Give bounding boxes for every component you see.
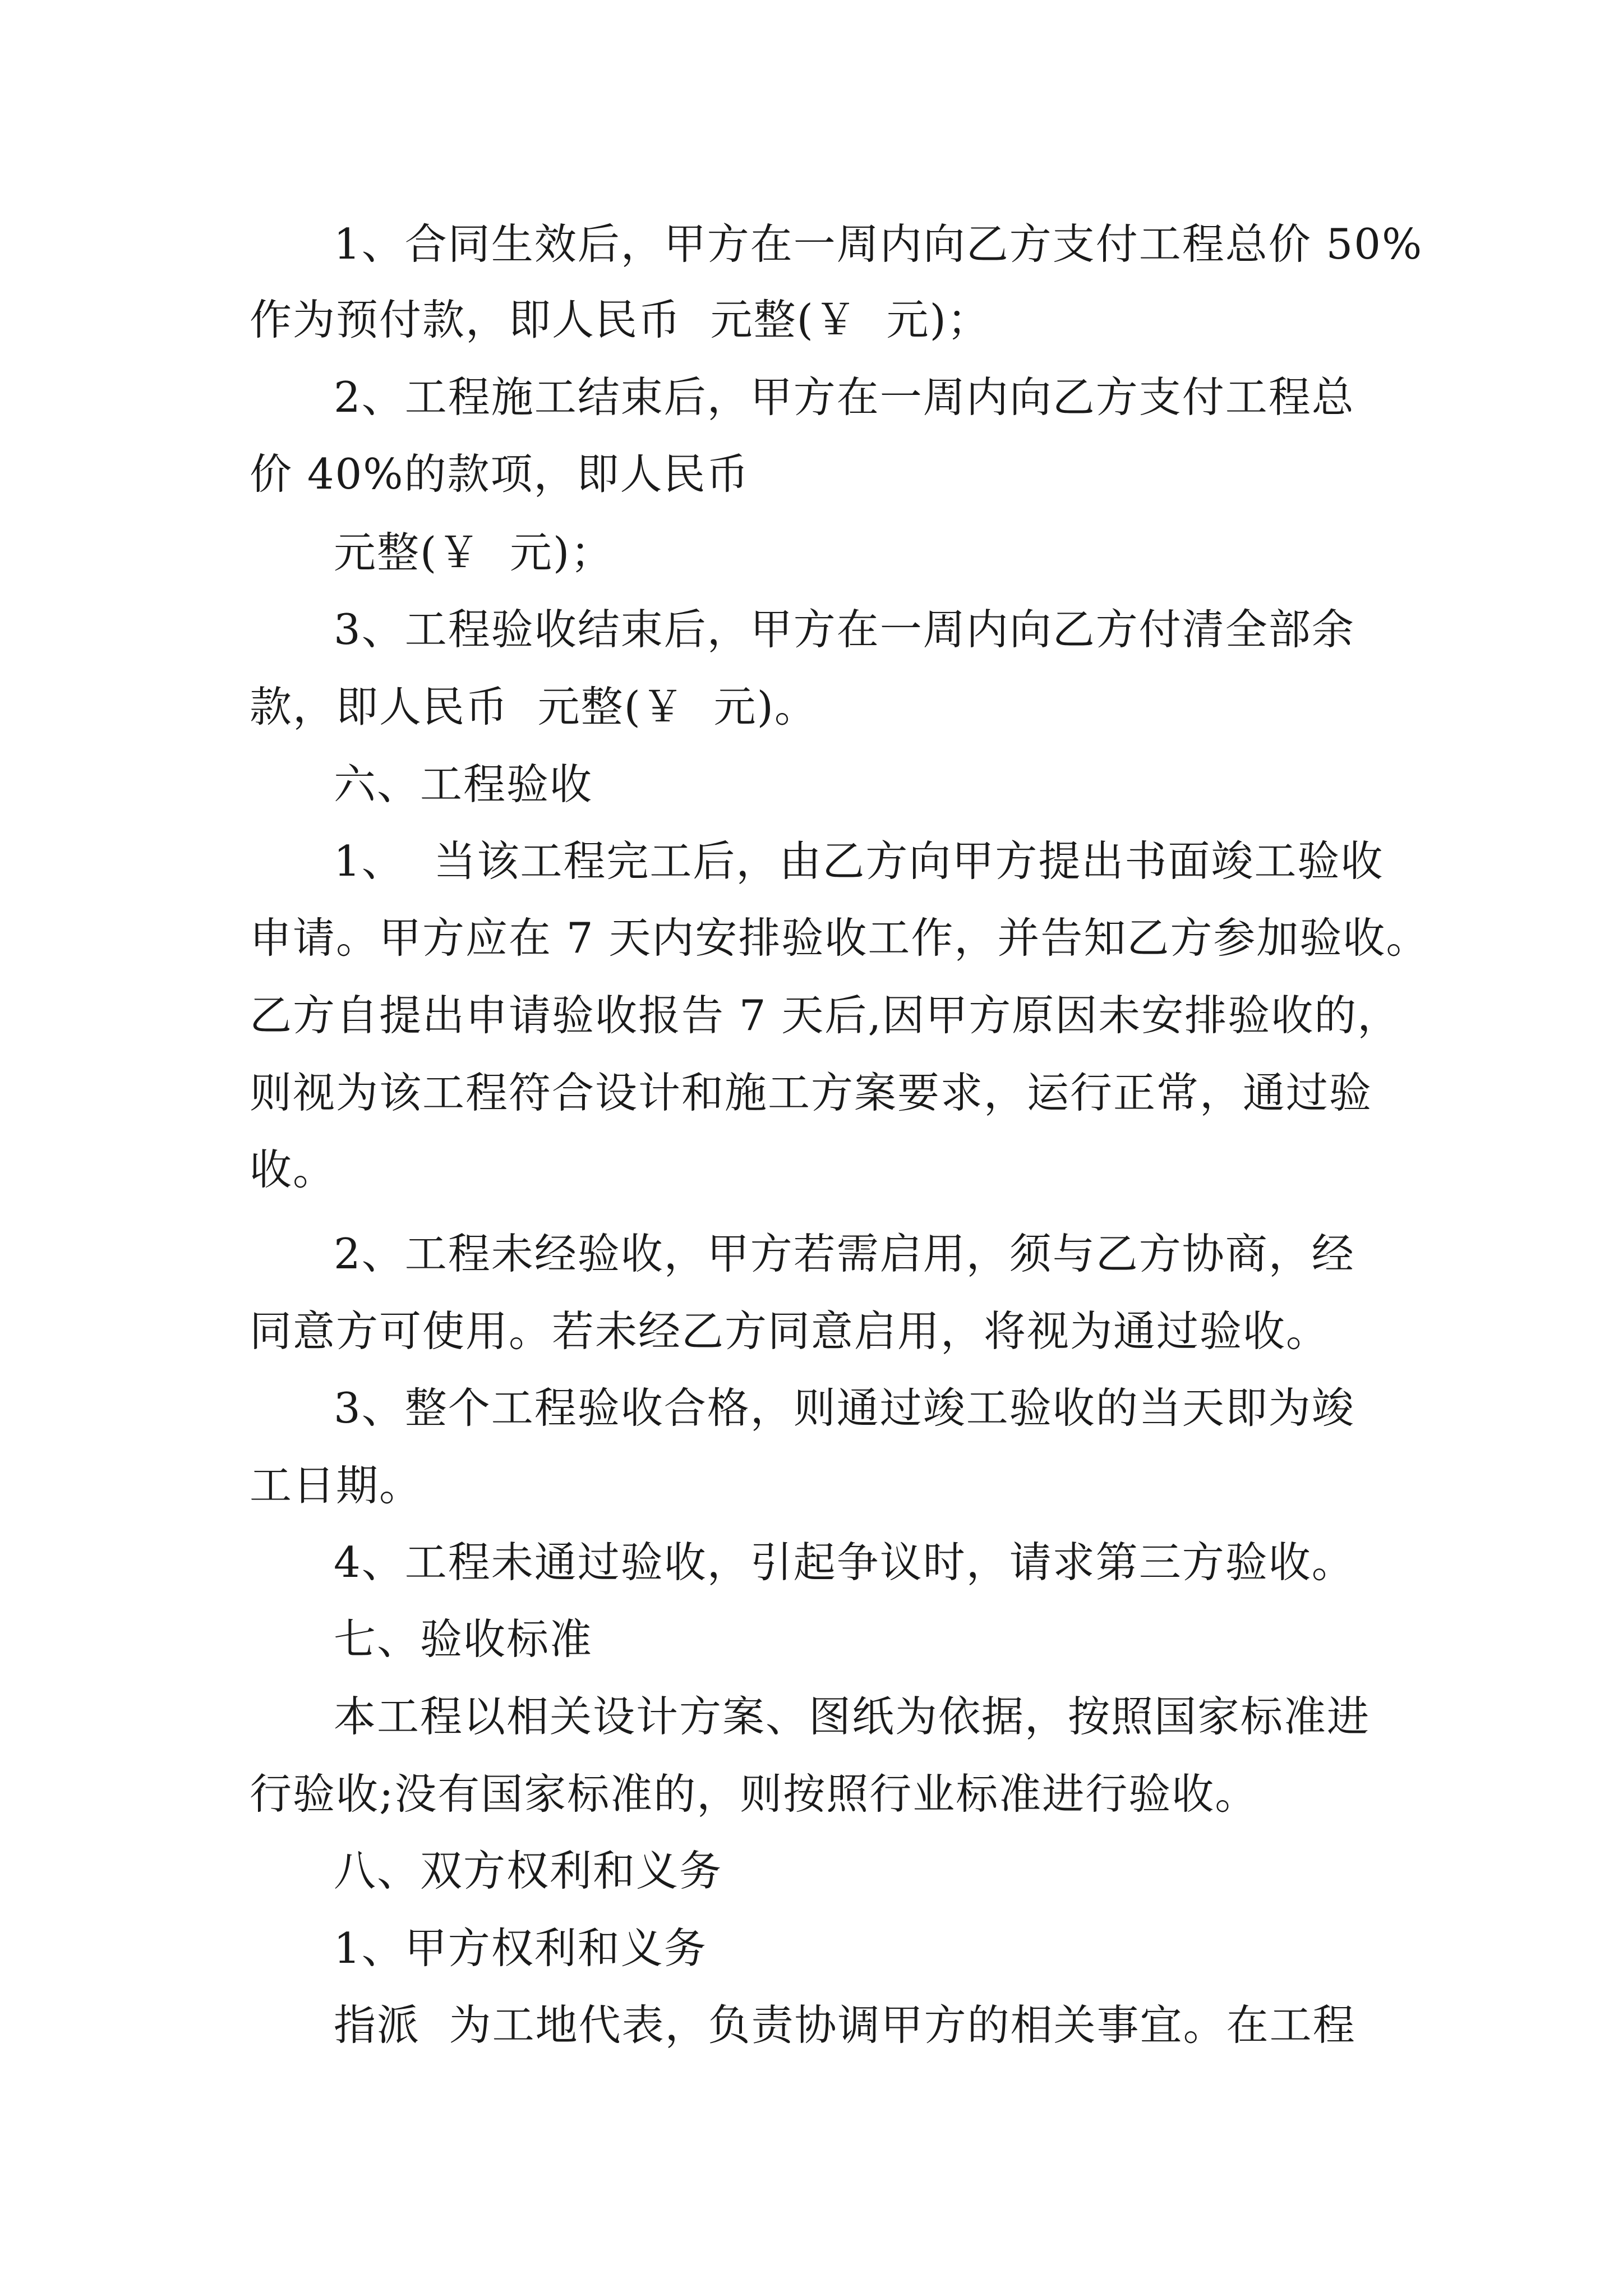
text-line: 3、工程验收结束后，甲方在一周内向乙方付清全部余 — [334, 605, 1355, 654]
text-line: 元整(￥ 元)； — [334, 528, 614, 577]
text-line: 款，即人民币 元整(￥ 元)。 — [250, 682, 818, 731]
text-line: 作为预付款，即人民币 元整(￥ 元)； — [250, 295, 990, 344]
text-line: 乙方自提出申请验收报告 7 天后,因甲方原因未安排验收的， — [250, 991, 1401, 1040]
text-line: 行验收;没有国家标准的，则按照行业标准进行验收。 — [250, 1769, 1258, 1819]
text-line: 2、工程未经验收，甲方若需启用，须与乙方协商，经 — [334, 1229, 1355, 1278]
text-line: 价 40%的款项，即人民币 — [250, 449, 750, 499]
text-line: 收。 — [250, 1145, 336, 1194]
text-line: 同意方可使用。若未经乙方同意启用，将视为通过验收。 — [250, 1306, 1330, 1356]
section-heading: 七、验收标准 — [334, 1614, 593, 1664]
text-line: 指派 为工地代表，负责协调甲方的相关事宜。在工程 — [334, 2000, 1356, 2050]
text-line: 工日期。 — [250, 1461, 423, 1510]
section-heading: 八、双方权利和义务 — [334, 1846, 723, 1895]
text-line: 则视为该工程符合设计和施工方案要求，运行正常，通过验 — [250, 1068, 1373, 1117]
text-line: 1、合同生效后，甲方在一周内向乙方支付工程总价 50% — [334, 219, 1423, 269]
section-heading: 六、工程验收 — [334, 760, 593, 809]
text-line: 申请。甲方应在 7 天内安排验收工作，并告知乙方参加验收。 — [250, 913, 1430, 963]
text-line: 4、工程未通过验收，引起争议时，请求第三方验收。 — [334, 1538, 1355, 1587]
subsection-heading: 1、甲方权利和义务 — [334, 1924, 707, 1973]
text-line: 1、 当该工程完工后，由乙方向甲方提出书面竣工验收 — [334, 836, 1384, 886]
text-line: 2、工程施工结束后，甲方在一周内向乙方支付工程总 — [334, 372, 1355, 422]
text-line: 3、整个工程验收合格，则通过竣工验收的当天即为竣 — [334, 1383, 1355, 1433]
text-line: 本工程以相关设计方案、图纸为依据，按照国家标准进 — [334, 1692, 1371, 1741]
